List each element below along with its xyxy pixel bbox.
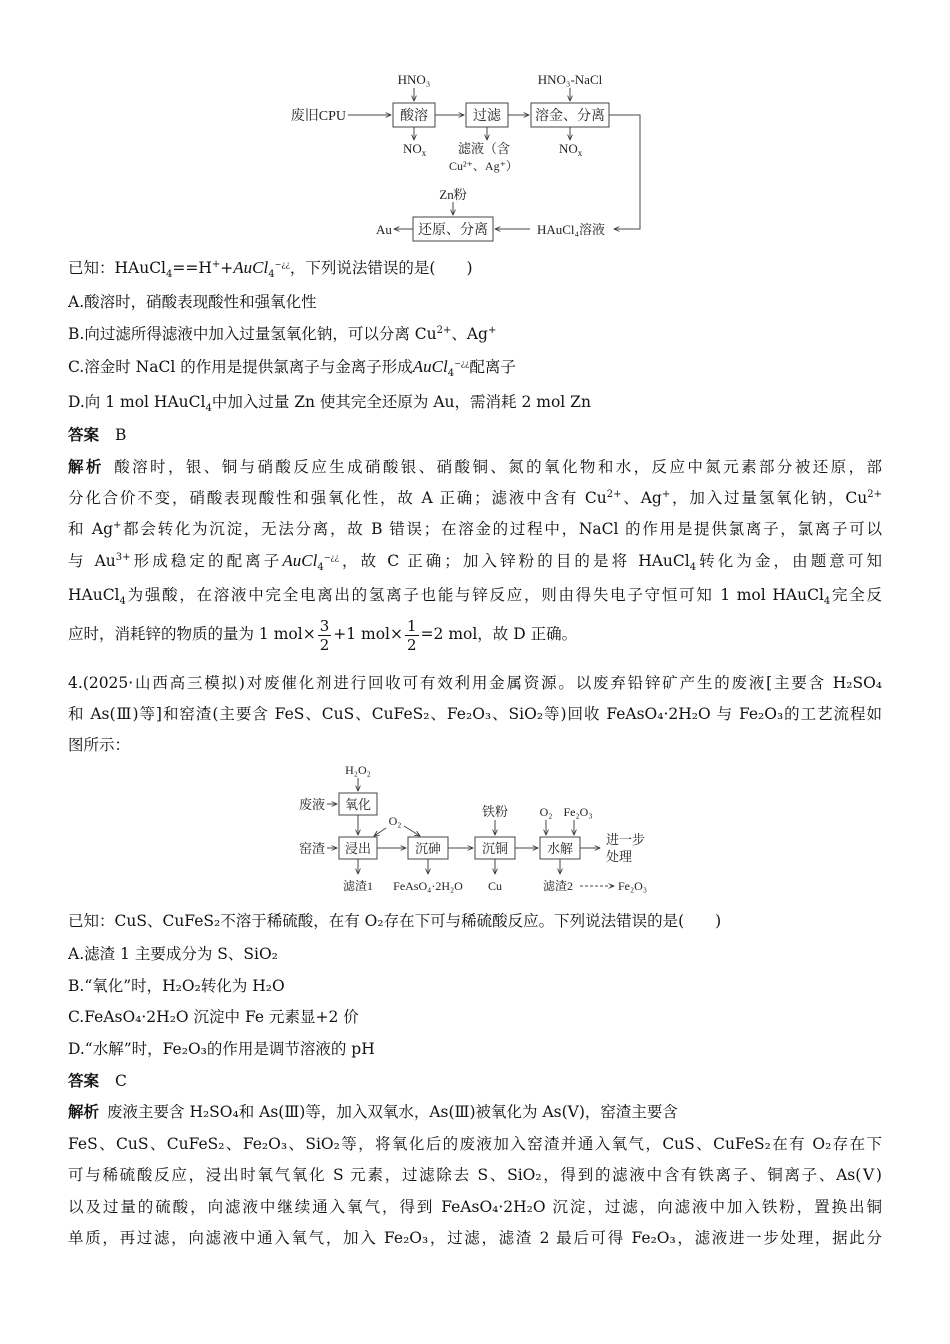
q4-stem-line-3: 图所示： [68,736,131,754]
feaso4-label: FeAsO₄·2H₂O [393,879,463,893]
dissolve-gold-label: 溶金、分离 [535,109,605,124]
precip-cu-label: 沉铜 [481,841,509,856]
fraction-one-half: $\frac{1}{2}$ [407,616,417,654]
fe2o3-input-label: Fe₂O₃ [563,805,593,819]
acid-dissolve-label: 酸溶 [400,109,428,124]
haucl4-solution-label: HAuCl₄溶液 [536,222,606,237]
q3-explanation-line-1: 解析 酸溶时，银、铜与硝酸反应生成硝酸银、硝酸铜、氮的氧化物和水，反应中氮元素部分被还原，部 [68,457,882,476]
q4-option-c: C.FeAsO₄·2H₂O 沉淀中 Fe 元素显+2 价 [68,1008,359,1026]
q4-option-b: B.“氧化”时，H₂O₂转化为 H₂O [68,977,285,995]
q3-option-c: C.溶金时 NaCl 的作用是提供氯离子与金离子形成AuCl$_4$−¿¿配离子 [68,357,516,380]
o2-label-b: O₂ [539,805,553,819]
precip-as-label: 沉砷 [414,841,442,856]
nox-2-label: $NO_x$ [559,141,583,158]
q4-stem-line-2: 和 As(Ⅲ)等]和窑渣(主要含 FeS、CuS、CuFeS₂、Fe₂O₃、SiO₂等)回收 FeAsO₄·2H₂O 与 Fe₂O₃的工艺流程如 [68,705,882,723]
leach-label: 浸出 [344,841,372,856]
q4-explanation-line-2: FeS、CuS、CuFeS₂、Fe₂O₃、SiO₂等，将氧化后的废液加入窑渣并通入氧气，CuS、CuFeS₂在有 O₂存在下 [68,1135,882,1153]
fe2o3-output-label: Fe₂O₃ [618,879,648,893]
q3-explanation-line-3: 和 Ag+都会转化为沉淀，无法分离，故 B 错误；在溶金的过程中，NaCl 的作用是提供氯离子，氯离子可以 [68,519,883,538]
q3-answer: 答案 B [68,425,127,444]
q3-option-b: B.向过滤所得滤液中加入过量氢氧化钠，可以分离 $Cu^{2+}$、Ag+ [68,324,497,343]
q4-explanation-line-3: 可与稀硫酸反应，浸出时氧气氧化 S 元素，过滤除去 S、SiO₂，得到的滤液中含有铁离子、铜离子、As(Ⅴ) [68,1166,882,1184]
oxidize-label: 氧化 [344,797,372,812]
q3-stem: 已知：HAuCl$_4$==H++AuCl$_4$−¿¿，下列说法错误的是( ) [68,258,473,281]
h2o2-label: H₂O₂ [345,763,371,777]
q4-known: 已知：CuS、CuFeS₂不溶于稀硫酸，在有 O₂存在下可与稀硫酸反应。下列说法错误的是( ) [68,912,722,930]
q4-explanation-line-5: 单质，再过滤，向滤液中通入氧气，加入 Fe₂O₃，过滤，滤渣 2 最后可得 Fe₂O₃，滤液进一步处理，据此分 [68,1229,882,1247]
filtrate-label-a: 滤液（含 [458,141,511,156]
o2-label-a: O₂ [388,814,402,828]
q4-explanation-line-4: 以及过量的硫酸，向滤液中继续通入氧气，得到 FeAsO₄·2H₂O 沉淀，过滤，向滤液中加入铁粉，置换出铜 [68,1198,882,1216]
q3-explanation-line-5: HAuCl$_4$为强酸，在溶液中完全电离出的氢离子也能与锌反应，则由得失电子守恒可知 1 mol HAuCl$_4$完全反 [68,586,882,608]
au-label: Au [376,222,392,237]
reduce-separate-label: 还原、分离 [418,223,488,238]
residue-2-label: 滤渣2 [542,879,574,893]
hydrolysis-label: 水解 [546,841,574,856]
q4-stem-line-1: 4.(2025·山西高三模拟)对废催化剂进行回收可有效利用金属资源。以废弃铅锌矿产生的废液[主要含 H₂SO₄ [68,674,882,692]
q4-explanation-line-1: 解析 废液主要含 H₂SO₄和 As(Ⅲ)等，加入双氧水，As(Ⅲ)被氧化为 As(Ⅴ)，窑渣主要含 [68,1102,678,1121]
waste-cpu-label: 废旧CPU [290,109,346,124]
q4-option-a: A.滤渣 1 主要成分为 S、SiO₂ [68,945,278,963]
q4-option-d: D.“水解”时，Fe₂O₃的作用是调节溶液的 pH [68,1040,375,1058]
feaso4-process-flowchart [0,758,950,908]
q3-explanation-line-2: 分化合价不变，硝酸表现酸性和强氧化性，故 A 正确；滤液中含有 $Cu^{2+}$、Ag+，加入过量氢氧化钠，$Cu^{2+}$ [68,488,882,507]
q3-explanation-line-4: 与 $Au^{3+}$形成稳定的配离子AuCl$_4$−¿¿，故 C 正确；加入锌粉的目的是将 HAuCl$_4$转化为金，由题意可知 [68,551,882,574]
further-label-1: 进一步 [606,832,646,847]
nox-1-label: $NO_x$ [403,141,427,158]
q3-explanation-line-6: 应时，消耗锌的物质的量为 1 mol× $\frac{3}{2}$ +1 mol× $\frac{1}{2}$ =2 mol，故 D 正确。 [68,616,578,654]
residue-1-label: 滤渣1 [342,879,374,893]
hno3-top-label: HNO₃ [397,72,431,87]
fraction-three-halves: $\frac{3}{2}$ [319,616,330,654]
further-label-2: 处理 [606,849,633,864]
q3-option-d: D.向 1 mol HAuCl$_4$中加入过量 Zn 使其完全还原为 Au，需消耗 2 mol Zn [68,393,591,415]
iron-powder-label: 铁粉 [481,804,509,819]
kiln-slag-label: 窑渣 [298,841,325,856]
hno3-nacl-label: HNO₃-NaCl [537,72,603,87]
zn-powder-label: Zn粉 [439,187,467,202]
cpu-recycling-flowchart [0,0,950,250]
q4-answer: 答案 C [68,1071,127,1090]
q3-option-a: A.酸溶时，硝酸表现酸性和强氧化性 [68,293,317,311]
cu-label: Cu [487,879,503,893]
filter-label: 过滤 [473,109,501,124]
waste-liquid-label: 废液 [298,797,325,812]
filtrate-label-b: Cu²⁺、Ag⁺） [449,159,518,173]
